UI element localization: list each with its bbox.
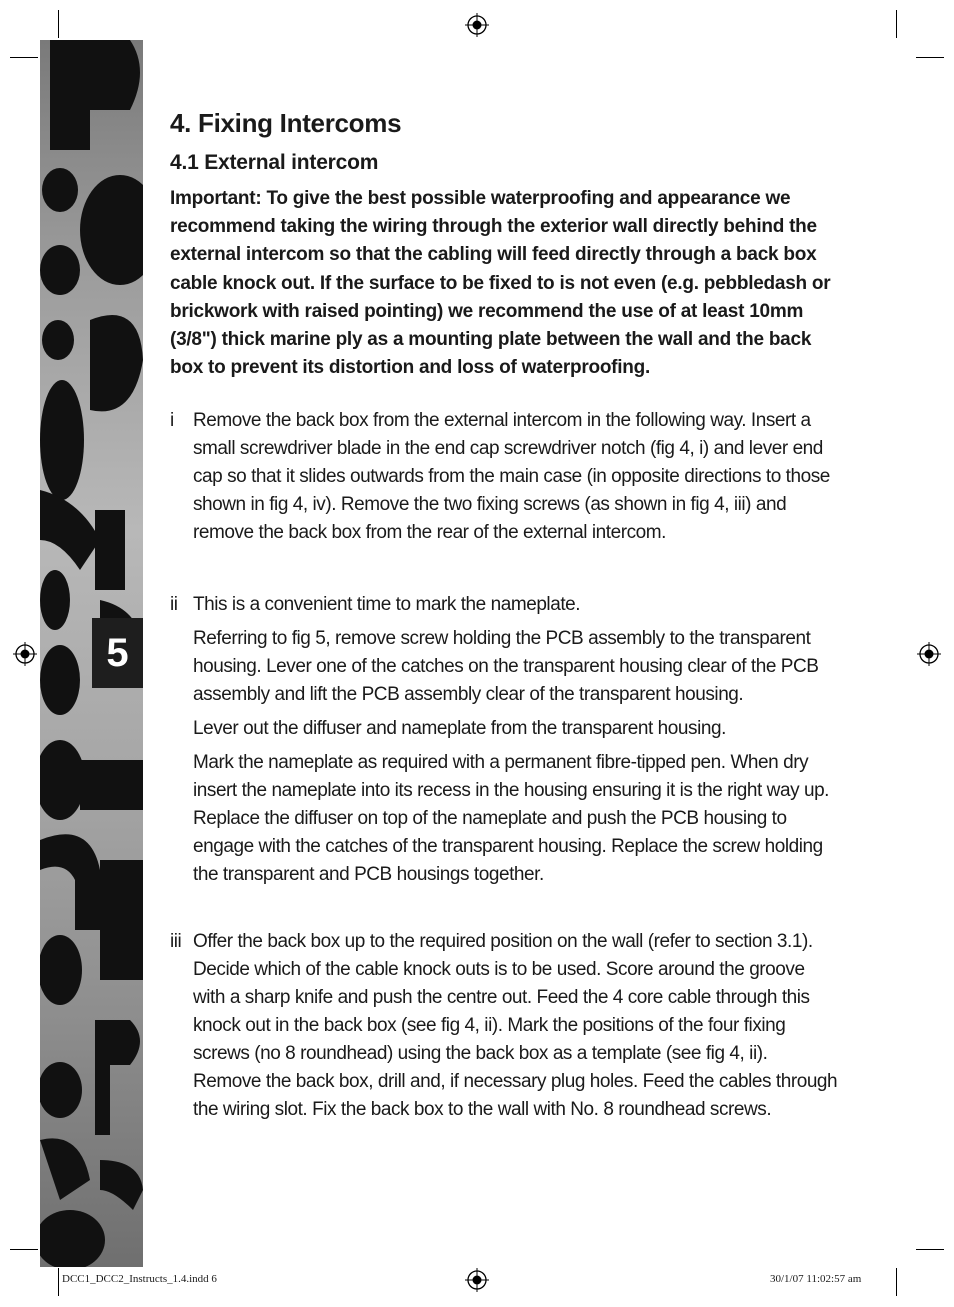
instruction-step-iii: [170, 928, 840, 1124]
step-number: iii: [170, 931, 182, 953]
crop-mark: [916, 1249, 944, 1250]
step-number: ii: [170, 594, 178, 616]
step-number: i: [170, 410, 174, 432]
crop-mark: [10, 1249, 38, 1250]
crop-mark: [916, 57, 944, 58]
instruction-step-ii: [170, 591, 840, 889]
step-paragraph: Remove the back box from the external intercom in the following way. Insert a small screwdriver blade in the end cap screwdriver notch (fig 4, i) and lever end cap so that it slides outwards from the main case (in opposite directions to those shown in fig 4, iv). Remove the two fixing screws (as shown in fig 4, iii) and remove the back box from the rear of the external intercom.: [193, 410, 830, 544]
step-paragraph: Offer the back box up to the required position on the wall (refer to section 3.1). Decide which of the cable knock outs is to be used. Score around the groove with a sharp knife and push the centre out. Feed the 4 core cable through this knock out in the back box (see fig 4, ii). Mark the positions of the four fixing screws (no 8 roundhead) using the back box as a template (see fig 4, ii). Remove the back box, drill and, if necessary plug holes. Feed the cables through the wiring slot. Fix the back box to the wall with No. 8 roundhead screws.: [193, 931, 838, 1121]
crop-mark: [58, 10, 59, 38]
footer-filename: DCC1_DCC2_Instructs_1.4.indd 6: [62, 1273, 217, 1285]
crop-mark: [58, 1268, 59, 1296]
step-paragraph: Mark the nameplate as required with a permanent fibre-tipped pen. When dry insert the nameplate into its recess in the housing ensuring it is the right way up. Replace the diffuser on top of the nameplate and push the PCB housing to engage with the catches of the transparent housing. Replace the screw holding the transparent and PCB housings together.: [193, 752, 830, 886]
page-heading: 4. Fixing Intercoms: [170, 108, 402, 138]
important-note: Important: To give the best possible waterproofing and appearance we recommend taking the wiring through the exterior wall directly behind the external intercom so that the cabling will feed directly through a back box cable knock out. If the surface to be fixed to is not even (e.g. pebbledash or brickwork with raised pointing) we recommend the use of at least 10mm (3/8") thick marine ply as a mounting plate between the wall and the back box to prevent its distortion and loss of waterproofing.: [170, 188, 831, 379]
registration-mark-icon: [13, 642, 37, 666]
registration-mark-icon: [465, 1268, 489, 1292]
section-subheading: 4.1 External intercom: [170, 151, 379, 174]
crop-mark: [896, 1268, 897, 1296]
step-paragraph: Referring to fig 5, remove screw holding the PCB assembly to the transparent housing. Lever one of the catches on the transparent housing clear of the PCB assembly and lift the PCB assembly clear of the transparent housing.: [193, 628, 819, 706]
instruction-step-i: [170, 407, 840, 547]
step-paragraph: This is a convenient time to mark the nameplate.: [193, 594, 581, 616]
crop-mark: [896, 10, 897, 38]
registration-mark-icon: [465, 13, 489, 37]
registration-mark-icon: [917, 642, 941, 666]
crop-mark: [10, 57, 38, 58]
step-paragraph: Lever out the diffuser and nameplate from the transparent housing.: [193, 718, 726, 740]
footer-timestamp: 30/1/07 11:02:57 am: [770, 1273, 862, 1285]
main-content: [170, 105, 840, 1124]
section-tab: 5: [92, 618, 143, 688]
